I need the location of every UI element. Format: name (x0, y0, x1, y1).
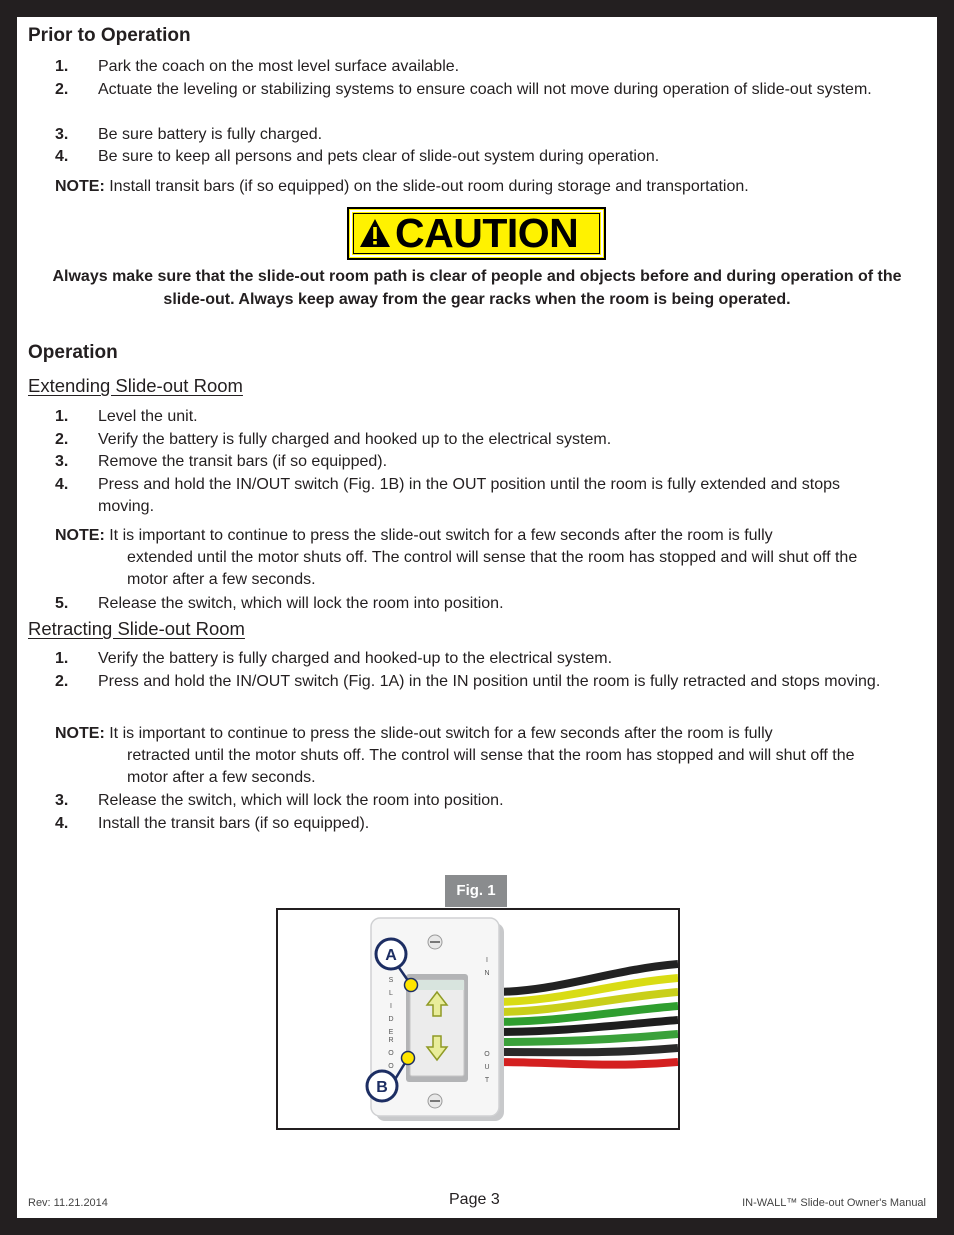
switch-illustration (278, 910, 678, 1128)
list-item: 1. Verify the battery is fully charged and hooked-up to the electrical system. (55, 650, 613, 667)
list-item: 2. Actuate the leveling or stabilizing systems to ensure coach will not move during operation of slide-out system. (55, 81, 872, 98)
plate-letter: T (484, 1077, 490, 1084)
callout-dot-b (402, 1052, 415, 1065)
plate-letter: U (484, 1064, 490, 1071)
plate-letter: E (388, 1029, 394, 1036)
list-item: 4. Press and hold the IN/OUT switch (Fig. 1B) in the OUT position until the room is fully extended and stops moving. (55, 476, 840, 515)
wire (493, 1062, 678, 1065)
callout-a-label: A (385, 947, 397, 964)
plate-letter: O (484, 1051, 490, 1058)
plate-letter: I (390, 1003, 392, 1010)
plate-letter: S (388, 977, 394, 984)
caution-text: Always make sure that the slide-out room path is clear of people and objects before and during operation of the slide-out. Always keep away from the gear racks when the room is being operated. (52, 268, 902, 308)
list-item: 1. Level the unit. (55, 408, 198, 425)
prior-heading: Prior to Operation (28, 25, 191, 46)
caution-label: CAUTION (395, 210, 579, 256)
manual-page (17, 17, 937, 1218)
wire-bundle (493, 964, 678, 1065)
plate-letter: L (389, 990, 393, 997)
plate-letter: D (388, 1016, 394, 1023)
list-item: 3. Be sure battery is fully charged. (55, 126, 323, 143)
list-item: 2. Press and hold the IN/OUT switch (Fig. 1A) in the IN position until the room is fully retracted and stops moving. (55, 673, 881, 690)
footer-manual: IN-WALL™ Slide-out Owner's Manual (742, 1197, 926, 1209)
note: NOTE: It is important to continue to press the slide-out switch for a few seconds after the room is fully retracted until the motor shuts off. The control will sense that the room has stopped and will shut off the motor after a few seconds. (55, 725, 855, 786)
callout-dot-a (405, 979, 418, 992)
list-item: 4. Be sure to keep all persons and pets clear of slide-out system during operation. (55, 148, 660, 165)
retract-title: Retracting Slide-out Room (28, 618, 245, 639)
list-item: 3. Remove the transit bars (if so equipped). (55, 453, 388, 470)
plate-letter: I (486, 957, 488, 964)
operation-heading: Operation (28, 342, 118, 363)
plate-letter: R (388, 1037, 394, 1044)
note: NOTE: It is important to continue to press the slide-out switch for a few seconds after the room is fully extended until the motor shuts off. The control will sense that the room has stopped and will shut off the motor after a few seconds. (55, 527, 858, 588)
plate-letter: N (484, 970, 490, 977)
figure-switch-panel (276, 908, 680, 1130)
list-item: 1. Park the coach on the most level surface available. (55, 58, 460, 75)
warning-icon (359, 217, 391, 249)
caution-banner (347, 207, 606, 260)
list-item: 5. Release the switch, which will lock the room into position. (55, 595, 504, 612)
plate-letter: O (388, 1050, 394, 1057)
list-item: 3. Release the switch, which will lock the room into position. (55, 792, 504, 809)
footer-rev: Rev: 11.21.2014 (28, 1197, 108, 1209)
list-item: 4. Install the transit bars (if so equipped). (55, 815, 370, 832)
callout-b-label: B (376, 1079, 388, 1096)
footer-page: Page 3 (449, 1191, 500, 1208)
list-item: 2. Verify the battery is fully charged and hooked up to the electrical system. (55, 431, 612, 448)
extend-title: Extending Slide-out Room (28, 375, 243, 396)
wire (493, 1048, 678, 1052)
note: NOTE: Install transit bars (if so equipped) on the slide-out room during storage and transportation. (55, 178, 749, 195)
plate-letter: O (388, 1063, 394, 1070)
figure-tag: Fig. 1 (445, 875, 507, 907)
